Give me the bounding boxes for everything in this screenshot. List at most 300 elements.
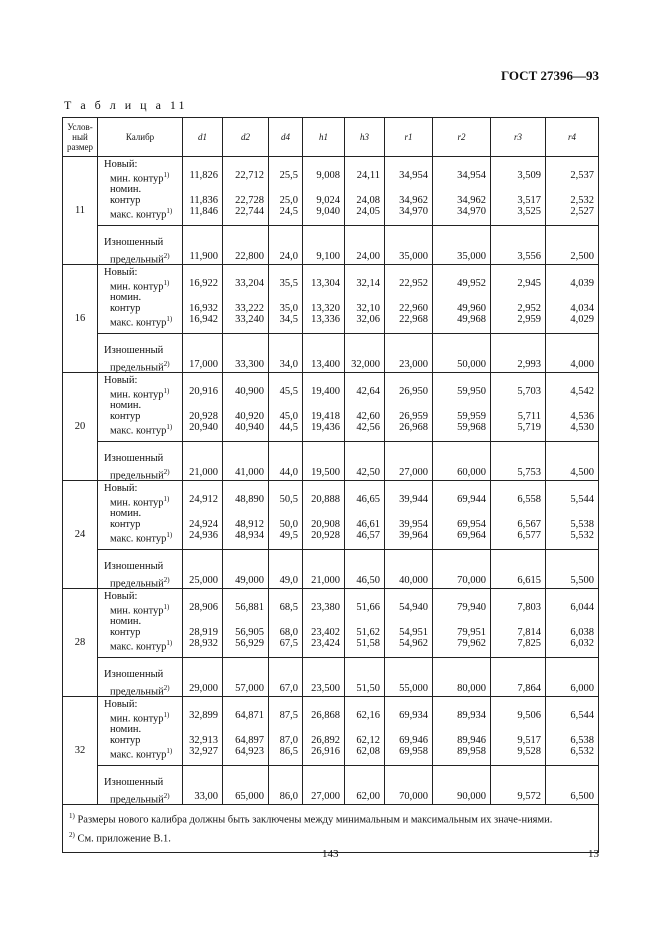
value-worn: 50,000 [457, 359, 486, 370]
footnote-1: $^{1)}$ Размеры нового калибра должны быть заключены между минимальным и максимальным их значе-ниями. [69, 812, 553, 826]
col-h1-header: h1 [303, 118, 345, 157]
table-row-worn [63, 658, 599, 697]
value-worn: 13,400 [311, 359, 340, 370]
value-nom: 34,962 [399, 195, 428, 206]
value-nom: 64,897 [235, 735, 264, 746]
value-cell [345, 442, 385, 481]
value-cell [546, 265, 599, 334]
value-nom: 89,946 [457, 735, 486, 746]
gauge-worn-cell [98, 658, 183, 697]
value-max: 7,825 [517, 638, 541, 649]
value-worn: 2,993 [517, 359, 541, 370]
value-cell [269, 373, 303, 442]
value-cell [183, 550, 223, 589]
value-min: 24,912 [189, 494, 218, 505]
value-nom: 79,951 [457, 627, 486, 638]
value-max: 33,240 [235, 314, 264, 325]
value-min: 64,871 [235, 710, 264, 721]
value-min: 34,954 [399, 170, 428, 181]
value-cell [303, 589, 345, 658]
value-cell [546, 226, 599, 265]
value-nom: 23,402 [311, 627, 340, 638]
value-worn: 25,000 [189, 575, 218, 586]
value-worn: 90,000 [457, 791, 486, 802]
value-worn: 5,500 [570, 575, 594, 586]
value-worn: 49,000 [235, 575, 264, 586]
value-min: 26,950 [399, 386, 428, 397]
header-row [63, 118, 599, 157]
col-r1-header: r1 [385, 118, 433, 157]
value-min: 11,826 [189, 170, 218, 181]
value-max: 9,528 [517, 746, 541, 757]
value-cell [183, 658, 223, 697]
value-cell [546, 157, 599, 226]
value-max: 34,970 [457, 206, 486, 217]
value-cell [385, 550, 433, 589]
gauge-label: макс. контур$^{1)}$ [110, 747, 173, 761]
value-cell [303, 697, 345, 766]
value-cell [385, 265, 433, 334]
value-cell [546, 373, 599, 442]
value-cell [491, 697, 546, 766]
value-cell [345, 658, 385, 697]
gauge-new-cell [98, 589, 183, 658]
value-max: 13,336 [311, 314, 340, 325]
value-cell [433, 226, 491, 265]
size-cell: 16 [63, 265, 98, 373]
value-nom: 3,517 [517, 195, 541, 206]
gauge-label: мин. контур$^{1)}$ [110, 495, 170, 509]
value-worn: 67,0 [279, 683, 298, 694]
value-nom: 26,959 [399, 411, 428, 422]
gauge-label: мин. контур$^{1)}$ [110, 279, 170, 293]
value-cell [385, 658, 433, 697]
value-cell [303, 658, 345, 697]
value-max: 69,958 [399, 746, 428, 757]
value-min: 6,544 [570, 710, 594, 721]
table-row-new [63, 589, 599, 658]
value-min: 22,952 [399, 278, 428, 289]
value-max: 4,530 [570, 422, 594, 433]
value-nom: 6,567 [517, 519, 541, 530]
value-min: 51,66 [356, 602, 380, 613]
standard-code: ГОСТ 27396—93 [500, 68, 599, 83]
value-max: 4,029 [570, 314, 594, 325]
value-max: 26,968 [399, 422, 428, 433]
value-cell [491, 226, 546, 265]
value-worn: 41,000 [235, 467, 264, 478]
value-cell [546, 658, 599, 697]
value-cell [345, 766, 385, 805]
gauge-label: макс. контур$^{1)}$ [110, 531, 173, 545]
value-worn: 35,000 [399, 251, 428, 262]
value-cell [433, 658, 491, 697]
value-worn: 23,000 [399, 359, 428, 370]
value-min: 40,900 [235, 386, 264, 397]
value-worn: 51,50 [356, 683, 380, 694]
value-max: 56,929 [235, 638, 264, 649]
table-row-new [63, 697, 599, 766]
gauge-worn-cell [98, 550, 183, 589]
col-r3-header: r3 [491, 118, 546, 157]
table-row-worn [63, 226, 599, 265]
value-nom: 59,959 [457, 411, 486, 422]
value-cell [345, 226, 385, 265]
value-cell [303, 265, 345, 334]
value-cell [433, 481, 491, 550]
value-max: 34,970 [399, 206, 428, 217]
value-max: 2,527 [570, 206, 594, 217]
value-cell [433, 589, 491, 658]
calibers-table [62, 117, 599, 853]
gauge-label: контур [110, 627, 141, 638]
value-worn: 9,100 [316, 251, 340, 262]
value-max: 48,934 [235, 530, 264, 541]
value-max: 86,5 [279, 746, 298, 757]
value-worn: 29,000 [189, 683, 218, 694]
value-cell [491, 658, 546, 697]
value-worn: 24,0 [279, 251, 298, 262]
value-cell [433, 334, 491, 373]
gauge-worn-cell [98, 334, 183, 373]
value-worn: 62,00 [356, 791, 380, 802]
value-max: 22,744 [235, 206, 264, 217]
value-max: 28,932 [189, 638, 218, 649]
value-cell [223, 481, 269, 550]
value-cell [303, 481, 345, 550]
table-row-worn [63, 550, 599, 589]
value-min: 24,11 [356, 170, 380, 181]
col-h3-header: h3 [345, 118, 385, 157]
value-min: 23,380 [311, 602, 340, 613]
value-nom: 2,532 [570, 195, 594, 206]
value-nom: 19,418 [311, 411, 340, 422]
value-max: 19,436 [311, 422, 340, 433]
value-nom: 26,892 [311, 735, 340, 746]
value-cell [385, 226, 433, 265]
value-worn: 3,556 [517, 251, 541, 262]
col-d1-header: d1 [183, 118, 223, 157]
value-nom: 13,320 [311, 303, 340, 314]
value-cell [546, 766, 599, 805]
value-max: 2,959 [517, 314, 541, 325]
table-caption: Т а б л и ц а 11 [64, 98, 188, 112]
value-max: 6,577 [517, 530, 541, 541]
gauge-new-cell [98, 265, 183, 334]
gauge-label: мин. контур$^{1)}$ [110, 711, 170, 725]
size-cell: 20 [63, 373, 98, 481]
col-d4-header: d4 [269, 118, 303, 157]
value-max: 39,964 [399, 530, 428, 541]
value-cell [491, 373, 546, 442]
value-cell [223, 265, 269, 334]
value-max: 24,5 [279, 206, 298, 217]
value-min: 68,5 [279, 602, 298, 613]
value-cell [385, 442, 433, 481]
value-cell [491, 550, 546, 589]
gauge-label: Изношенный [104, 669, 164, 680]
value-nom: 50,0 [279, 519, 298, 530]
value-cell [345, 589, 385, 658]
value-min: 9,506 [517, 710, 541, 721]
value-cell [183, 265, 223, 334]
table-row-new [63, 373, 599, 442]
table-row-worn [63, 334, 599, 373]
value-nom: 9,024 [316, 195, 340, 206]
value-cell [491, 334, 546, 373]
value-cell [269, 658, 303, 697]
value-nom: 40,920 [235, 411, 264, 422]
gauge-worn-cell [98, 442, 183, 481]
value-nom: 9,517 [517, 735, 541, 746]
value-nom: 11,836 [189, 195, 218, 206]
value-nom: 68,0 [279, 627, 298, 638]
value-nom: 56,905 [235, 627, 264, 638]
value-cell [223, 766, 269, 805]
gauge-label: предельный$^{2)}$ [110, 792, 170, 806]
gauge-worn-cell [98, 226, 183, 265]
value-max: 23,424 [311, 638, 340, 649]
value-worn: 19,500 [311, 467, 340, 478]
value-cell [491, 157, 546, 226]
gauge-worn-cell [98, 766, 183, 805]
gauge-label: макс. контур$^{1)}$ [110, 315, 173, 329]
value-max: 6,532 [570, 746, 594, 757]
value-max: 5,719 [517, 422, 541, 433]
value-nom: 87,0 [279, 735, 298, 746]
value-cell [269, 550, 303, 589]
value-cell [269, 481, 303, 550]
value-cell [223, 697, 269, 766]
value-worn: 33,300 [235, 359, 264, 370]
value-max: 3,525 [517, 206, 541, 217]
value-nom: 6,538 [570, 735, 594, 746]
value-min: 54,940 [399, 602, 428, 613]
gauge-label: контур [110, 735, 141, 746]
value-min: 4,542 [570, 386, 594, 397]
value-nom: 45,0 [279, 411, 298, 422]
value-worn: 32,000 [351, 359, 380, 370]
value-nom: 6,038 [570, 627, 594, 638]
value-nom: 35,0 [279, 303, 298, 314]
gauge-label: Новый: [104, 267, 138, 278]
value-max: 26,916 [311, 746, 340, 757]
value-cell [491, 589, 546, 658]
value-worn: 11,900 [189, 251, 218, 262]
value-cell [345, 157, 385, 226]
value-cell [345, 550, 385, 589]
value-cell [385, 481, 433, 550]
size-cell: 32 [63, 697, 98, 805]
value-max: 20,940 [189, 422, 218, 433]
value-nom: 20,928 [189, 411, 218, 422]
value-max: 32,06 [356, 314, 380, 325]
value-cell [183, 481, 223, 550]
size-cell: 24 [63, 481, 98, 589]
gauge-label: мин. контур$^{1)}$ [110, 603, 170, 617]
value-worn: 22,800 [235, 251, 264, 262]
value-worn: 80,000 [457, 683, 486, 694]
value-max: 64,923 [235, 746, 264, 757]
value-cell [433, 373, 491, 442]
gauge-label: мин. контур$^{1)}$ [110, 171, 170, 185]
gauge-new-cell [98, 697, 183, 766]
value-cell [345, 697, 385, 766]
gauge-label: номин. [110, 292, 142, 303]
value-min: 3,509 [517, 170, 541, 181]
footnote-2: $^{2)}$ См. приложение В.1. [69, 830, 171, 844]
gauge-label: Изношенный [104, 345, 164, 356]
value-min: 46,65 [356, 494, 380, 505]
value-cell [269, 157, 303, 226]
value-cell [385, 697, 433, 766]
value-max: 62,08 [356, 746, 380, 757]
value-max: 69,964 [457, 530, 486, 541]
value-nom: 2,952 [517, 303, 541, 314]
gauge-label: Новый: [104, 699, 138, 710]
value-min: 39,944 [399, 494, 428, 505]
value-cell [433, 766, 491, 805]
value-nom: 7,814 [517, 627, 541, 638]
value-min: 45,5 [279, 386, 298, 397]
value-cell [269, 442, 303, 481]
value-worn: 70,000 [399, 791, 428, 802]
gauge-label: Новый: [104, 591, 138, 602]
value-max: 9,040 [316, 206, 340, 217]
value-cell [183, 373, 223, 442]
value-min: 79,940 [457, 602, 486, 613]
value-max: 5,532 [570, 530, 594, 541]
value-cell [433, 265, 491, 334]
value-min: 32,899 [189, 710, 218, 721]
value-cell [183, 226, 223, 265]
gauge-label: контур [110, 303, 141, 314]
value-cell [546, 334, 599, 373]
value-max: 49,968 [457, 314, 486, 325]
value-nom: 5,711 [517, 411, 541, 422]
value-min: 6,558 [517, 494, 541, 505]
gauge-label: Изношенный [104, 453, 164, 464]
value-worn: 21,000 [311, 575, 340, 586]
value-cell [223, 157, 269, 226]
value-cell [345, 334, 385, 373]
gauge-label: предельный$^{2)}$ [110, 468, 170, 482]
value-nom: 33,222 [235, 303, 264, 314]
value-cell [269, 589, 303, 658]
value-cell [385, 157, 433, 226]
value-min: 28,906 [189, 602, 218, 613]
value-max: 44,5 [279, 422, 298, 433]
value-cell [303, 550, 345, 589]
value-max: 24,05 [356, 206, 380, 217]
gauge-label: Новый: [104, 375, 138, 386]
value-worn: 6,000 [570, 683, 594, 694]
value-cell [223, 334, 269, 373]
value-cell [385, 766, 433, 805]
value-max: 11,846 [189, 206, 218, 217]
value-cell [385, 334, 433, 373]
value-cell [491, 442, 546, 481]
value-min: 20,888 [311, 494, 340, 505]
value-cell [269, 334, 303, 373]
value-nom: 22,728 [235, 195, 264, 206]
value-cell [183, 334, 223, 373]
gauge-label: номин. [110, 400, 142, 411]
value-min: 6,044 [570, 602, 594, 613]
footnotes [63, 805, 599, 853]
value-max: 34,5 [279, 314, 298, 325]
value-cell [433, 550, 491, 589]
gauge-label: предельный$^{2)}$ [110, 576, 170, 590]
col-d2-header: d2 [223, 118, 269, 157]
value-cell [433, 442, 491, 481]
footnotes-row [63, 805, 599, 853]
value-worn: 7,864 [517, 683, 541, 694]
value-min: 19,400 [311, 386, 340, 397]
table-row-new [63, 157, 599, 226]
section-page-number: 13 [588, 848, 599, 860]
value-worn: 33,00 [194, 791, 218, 802]
value-worn: 57,000 [235, 683, 264, 694]
value-cell [433, 697, 491, 766]
value-max: 42,56 [356, 422, 380, 433]
value-worn: 86,0 [279, 791, 298, 802]
value-min: 2,945 [517, 278, 541, 289]
gauge-label: контур [110, 411, 141, 422]
value-worn: 34,0 [279, 359, 298, 370]
value-worn: 6,500 [570, 791, 594, 802]
value-cell [223, 658, 269, 697]
value-cell [385, 373, 433, 442]
value-min: 35,5 [279, 278, 298, 289]
table-row-worn [63, 442, 599, 481]
value-worn: 65,000 [235, 791, 264, 802]
value-cell [546, 481, 599, 550]
value-worn: 27,000 [311, 791, 340, 802]
table-row-worn [63, 766, 599, 805]
value-cell [303, 334, 345, 373]
value-nom: 39,954 [399, 519, 428, 530]
value-min: 7,803 [517, 602, 541, 613]
value-min: 59,950 [457, 386, 486, 397]
value-worn: 21,000 [189, 467, 218, 478]
value-nom: 20,908 [311, 519, 340, 530]
value-cell [223, 373, 269, 442]
value-cell [546, 550, 599, 589]
gauge-label: макс. контур$^{1)}$ [110, 207, 173, 221]
value-min: 25,5 [279, 170, 298, 181]
value-min: 33,204 [235, 278, 264, 289]
value-nom: 69,946 [399, 735, 428, 746]
value-min: 69,934 [399, 710, 428, 721]
value-min: 16,922 [189, 278, 218, 289]
gauge-label: номин. [110, 724, 142, 735]
value-worn: 4,000 [570, 359, 594, 370]
value-min: 22,712 [235, 170, 264, 181]
value-max: 24,936 [189, 530, 218, 541]
gauge-label: предельный$^{2)}$ [110, 252, 170, 266]
value-max: 79,962 [457, 638, 486, 649]
value-nom: 54,951 [399, 627, 428, 638]
value-worn: 9,572 [517, 791, 541, 802]
value-min: 2,537 [570, 170, 594, 181]
value-cell [303, 766, 345, 805]
gauge-label: предельный$^{2)}$ [110, 684, 170, 698]
value-nom: 69,954 [457, 519, 486, 530]
gauge-label: контур [110, 195, 141, 206]
value-nom: 4,034 [570, 303, 594, 314]
size-cell: 28 [63, 589, 98, 697]
